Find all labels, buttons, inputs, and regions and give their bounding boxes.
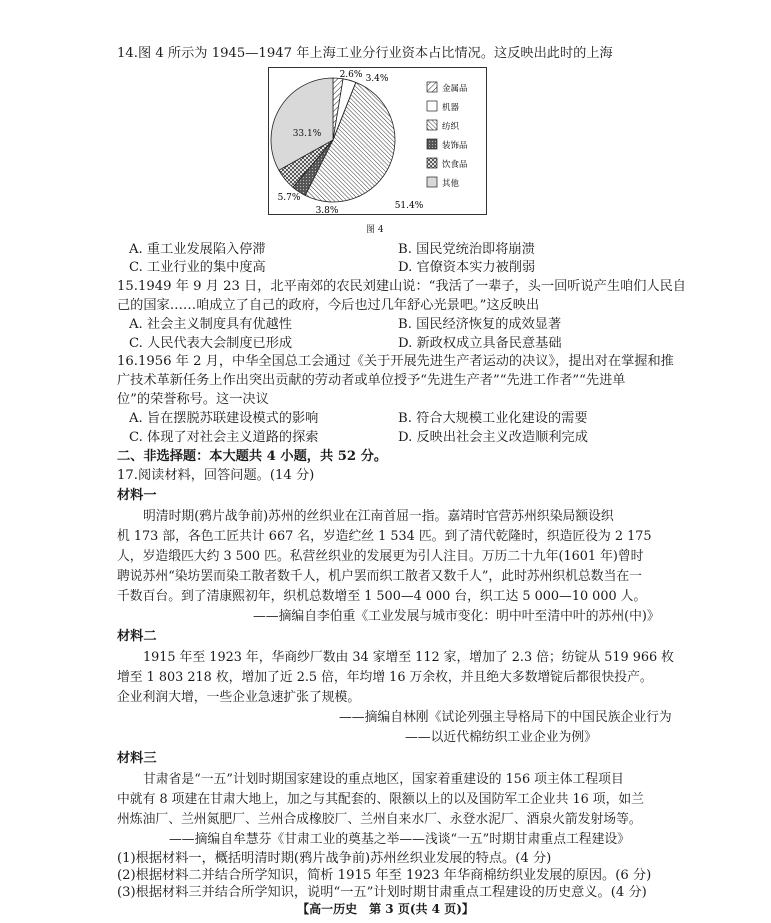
q17-subquestion-2: (2)根据材料二并结合所学知识，简析 1915 年至 1923 年华商棉纺织业发展的原因。(6 分) xyxy=(117,868,652,883)
pie-label-food: 5.7% xyxy=(277,193,301,203)
q15-option-a[interactable]: A. 社会主义制度具有优越性 xyxy=(129,317,292,332)
material-3-source: ——摘编自牟慧芬《甘肃工业的奠基之举——浅谈“一五”时期甘肃重点工程建设》 xyxy=(169,832,630,847)
q14-option-a[interactable]: A. 重工业发展陷入停滞 xyxy=(129,242,266,257)
material-3-line: 中就有 8 项建在甘肃大地上，加之与其配套的、限额以上的以及国防军工企业共 16 项，如兰 xyxy=(117,792,644,807)
pie-chart-frame xyxy=(268,67,487,215)
figure-caption: 图 4 xyxy=(366,225,384,235)
material-1-line: 千数百台。到了清康熙初年，织机总数增至 1 500—4 000 台，织工达 5 000—10 000 人。 xyxy=(117,589,647,604)
legend-swatch-machine xyxy=(427,101,437,111)
material-2-source-line2: ——以近代棉纺织工业企业为例》 xyxy=(405,730,597,745)
material-1-line: 聘说苏州“染坊罢而染工散者数千人，机户罢而织工散者又数千人”，此时苏州织机总数当在一 xyxy=(117,569,642,584)
pie-chart xyxy=(269,68,486,214)
q16-option-c[interactable]: C. 体现了对社会主义道路的探索 xyxy=(129,430,319,445)
page-footer: 【高一历史 第 3 页(共 4 页)】 xyxy=(297,902,474,916)
q15-option-d[interactable]: D. 新政权成立具备民意基础 xyxy=(398,336,562,351)
material-2-line: 增至 1 803 218 枚，增加了近 2.5 倍，年均增 16 万余枚，并且绝大多数增锭后都很快投产。 xyxy=(117,670,653,685)
q15-stem-line1: 15.1949 年 9 月 23 日，北平南郊的农民刘建山说：“我活了一辈子，头一回听说产生咱们人民自 xyxy=(117,279,686,294)
material-2-source-line1: ——摘编自林刚《试论列强主导格局下的中国民族企业行为 xyxy=(339,710,672,725)
q16-stem-line3: 位”的荣誉称号。这一决议 xyxy=(117,392,269,407)
q14-option-d[interactable]: D. 官僚资本实力被削弱 xyxy=(398,260,536,275)
legend-swatch-textile xyxy=(427,120,437,130)
legend-label-other: 其他 xyxy=(442,179,460,189)
q16-stem-line1: 16.1956 年 2 月，中华全国总工会通过《关于开展先进生产者运动的决议》，提出对在掌握和推 xyxy=(117,354,674,369)
material-3-line: 甘肃省是“一五”计划时期国家建设的重点地区，国家着重建设的 156 项主体工程项目 xyxy=(143,772,624,787)
q14-option-b[interactable]: B. 国民党统治即将崩溃 xyxy=(398,242,535,257)
material-1-source: ——摘编自李伯重《工业发展与城市变化：明中叶至清中叶的苏州(中)》 xyxy=(253,609,660,624)
q16-option-b[interactable]: B. 符合大规模工业化建设的需要 xyxy=(398,411,588,426)
legend-label-metal: 金属品 xyxy=(442,84,468,94)
q17-subquestion-1: (1)根据材料一，概括明清时期(鸦片战争前)苏州丝织业发展的特点。(4 分) xyxy=(117,851,552,866)
legend-label-machine: 机器 xyxy=(442,103,460,113)
q16-option-a[interactable]: A. 旨在摆脱苏联建设模式的影响 xyxy=(129,411,319,426)
legend-swatch-other xyxy=(427,177,437,187)
material-2-title: 材料二 xyxy=(117,629,157,644)
pie-label-metal: 2.6% xyxy=(339,70,363,80)
material-1-line: 明清时期(鸦片战争前)苏州的丝织业在江南首屈一指。嘉靖时官营苏州织染局额设织 xyxy=(143,509,614,524)
q17-subquestion-3: (3)根据材料三并结合所学知识，说明“一五”计划时期甘肃重点工程建设的历史意义。(4 分) xyxy=(117,885,647,900)
material-3-title: 材料三 xyxy=(117,751,157,766)
legend-swatch-decoration xyxy=(427,139,437,149)
material-1-line: 人，岁造缎匹大约 3 500 匹。私营丝织业的发展更为引人注目。万历二十九年(1601 年)曾时 xyxy=(117,549,644,564)
legend-swatch-metal xyxy=(427,82,437,92)
legend-label-textile: 纺织 xyxy=(442,122,460,132)
pie-label-machine: 3.4% xyxy=(365,74,389,84)
pie-label-decoration: 3.8% xyxy=(315,206,339,214)
pie-label-other: 33.1% xyxy=(292,129,322,139)
pie-label-textile: 51.4% xyxy=(394,201,424,211)
q17-stem: 17.阅读材料，回答问题。(14 分) xyxy=(117,468,315,483)
q16-option-d[interactable]: D. 反映出社会主义改造顺利完成 xyxy=(398,430,588,445)
q14-option-c[interactable]: C. 工业行业的集中度高 xyxy=(129,260,266,275)
q15-stem-line2: 己的国家……咱成立了自己的政府，今后也过几年舒心光景吧。”这反映出 xyxy=(117,298,540,313)
q15-option-c[interactable]: C. 人民代表大会制度已形成 xyxy=(129,336,293,351)
material-1-line: 机 173 部，各色工匠共计 667 名，岁造纻丝 1 534 匹。到了清代乾隆时，织造匠役为 2 175 xyxy=(117,529,652,544)
q15-option-b[interactable]: B. 国民经济恢复的成效显著 xyxy=(398,317,562,332)
q16-stem-line2: 广技术革新任务上作出突出贡献的劳动者或单位授予“先进生产者”“先进工作者”“先进单 xyxy=(117,373,626,388)
material-3-line: 州炼油厂、兰州氮肥厂、兰州合成橡胶厂、兰州自来水厂、永登水泥厂、酒泉火箭发射场等。 xyxy=(117,812,642,827)
material-2-line: 企业利润大增，一些企业急速扩张了规模。 xyxy=(117,690,361,705)
legend-label-food: 饮食品 xyxy=(442,160,468,170)
section-heading: 二、非选择题：本大题共 4 小题，共 52 分。 xyxy=(117,449,388,464)
material-2-line: 1915 年至 1923 年，华商纱厂数由 34 家增至 112 家，增加了 2.3 倍；纺锭从 519 966 枚 xyxy=(143,650,674,665)
q14-stem: 14.图 4 所示为 1945—1947 年上海工业分行业资本占比情况。这反映出此时的上海 xyxy=(117,46,613,61)
material-1-title: 材料一 xyxy=(117,488,157,503)
legend-label-decoration: 装饰品 xyxy=(442,141,468,151)
legend-swatch-food xyxy=(427,158,437,168)
